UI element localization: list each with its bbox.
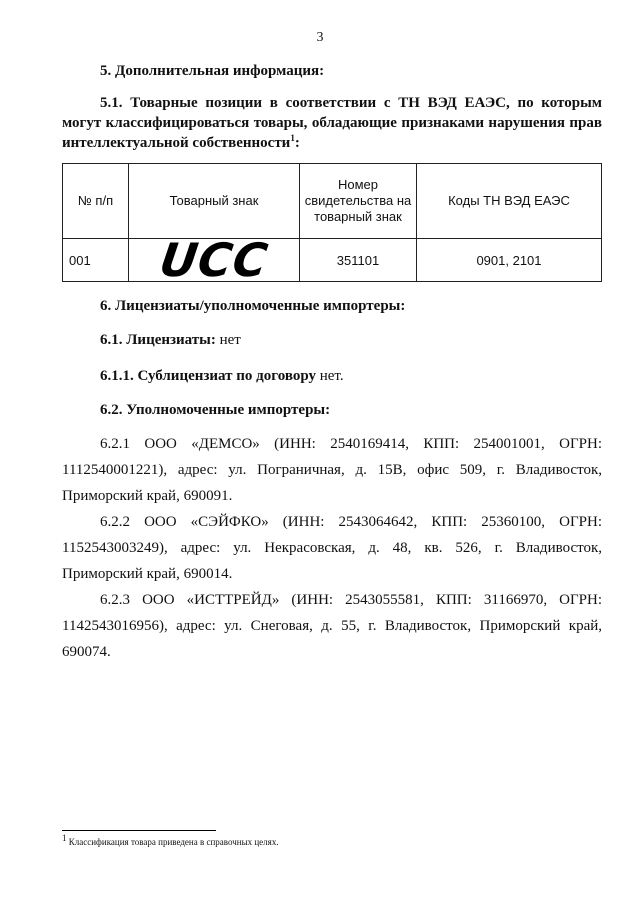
header-trademark: Товарный знак xyxy=(129,164,300,239)
section-5-heading: 5. Дополнительная информация: xyxy=(100,63,325,79)
section-6-heading: 6. Лицензиаты/уполномоченные импортеры: xyxy=(100,298,406,314)
section-5-1-text: 5.1. Товарные позиции в соответствии с ТН ВЭД ЕАЭС, по которым могут классифицироваться товары, обладающие признаками нарушения прав интеллектуальной собственности xyxy=(62,95,602,151)
table-row xyxy=(63,239,602,282)
section-5-1-heading xyxy=(62,93,602,153)
importer-2: 6.2.2 ООО «СЭЙФКО» (ИНН: 2543064642, КПП: 25360100, ОГРН: 1152543003249), адрес: ул. Некрасовская, д. 48, кв. 526, г. Владивосток, Приморский край, 690014. xyxy=(62,514,602,582)
trademark-logo-cell xyxy=(129,233,300,287)
page-number: 3 xyxy=(316,30,324,45)
footnote-reference: 1 xyxy=(290,133,295,143)
trademark-logo: UCC xyxy=(156,233,272,287)
footnote xyxy=(62,833,602,847)
importer-1: 6.2.1 ООО «ДЕМСО» (ИНН: 2540169414, КПП: 254001001, ОГРН: 1112540001221), адрес: ул. Пограничная, д. 15В, офис 509, г. Владивосток, Приморский край, 690091. xyxy=(62,436,602,504)
sublicensee-value: нет. xyxy=(315,368,344,384)
trademark-table xyxy=(62,163,602,287)
row-codes: 0901, 2101 xyxy=(417,239,602,282)
sublicensee-line xyxy=(62,365,602,387)
footnote-text: Классификация товара приведена в справочных целях. xyxy=(66,837,279,847)
importers-heading: 6.2. Уполномоченные импортеры: xyxy=(100,402,331,418)
licensees-value: нет xyxy=(215,332,241,348)
section-5-1-colon: : xyxy=(294,135,300,151)
table-header-row xyxy=(63,164,602,239)
licensees-label: 6.1. Лицензиаты: xyxy=(100,332,216,348)
header-number: № п/п xyxy=(63,164,129,239)
licensees-line xyxy=(62,329,602,351)
header-certificate: Номер свидетельства на товарный знак xyxy=(300,164,417,239)
footnote-divider xyxy=(62,830,216,831)
row-number: 001 xyxy=(63,239,129,282)
header-codes: Коды ТН ВЭД ЕАЭС xyxy=(417,164,602,239)
importer-3: 6.2.3 ООО «ИСТТРЕЙД» (ИНН: 2543055581, КПП: 31166970, ОГРН: 1142543016956), адрес: ул. Снеговая, д. 55, г. Владивосток, Приморский край, 690074. xyxy=(62,592,602,660)
footnote-mark: 1 xyxy=(62,833,67,843)
row-certificate: 351101 xyxy=(300,239,417,282)
sublicensee-label: 6.1.1. Сублицензиат по договору xyxy=(100,368,316,384)
